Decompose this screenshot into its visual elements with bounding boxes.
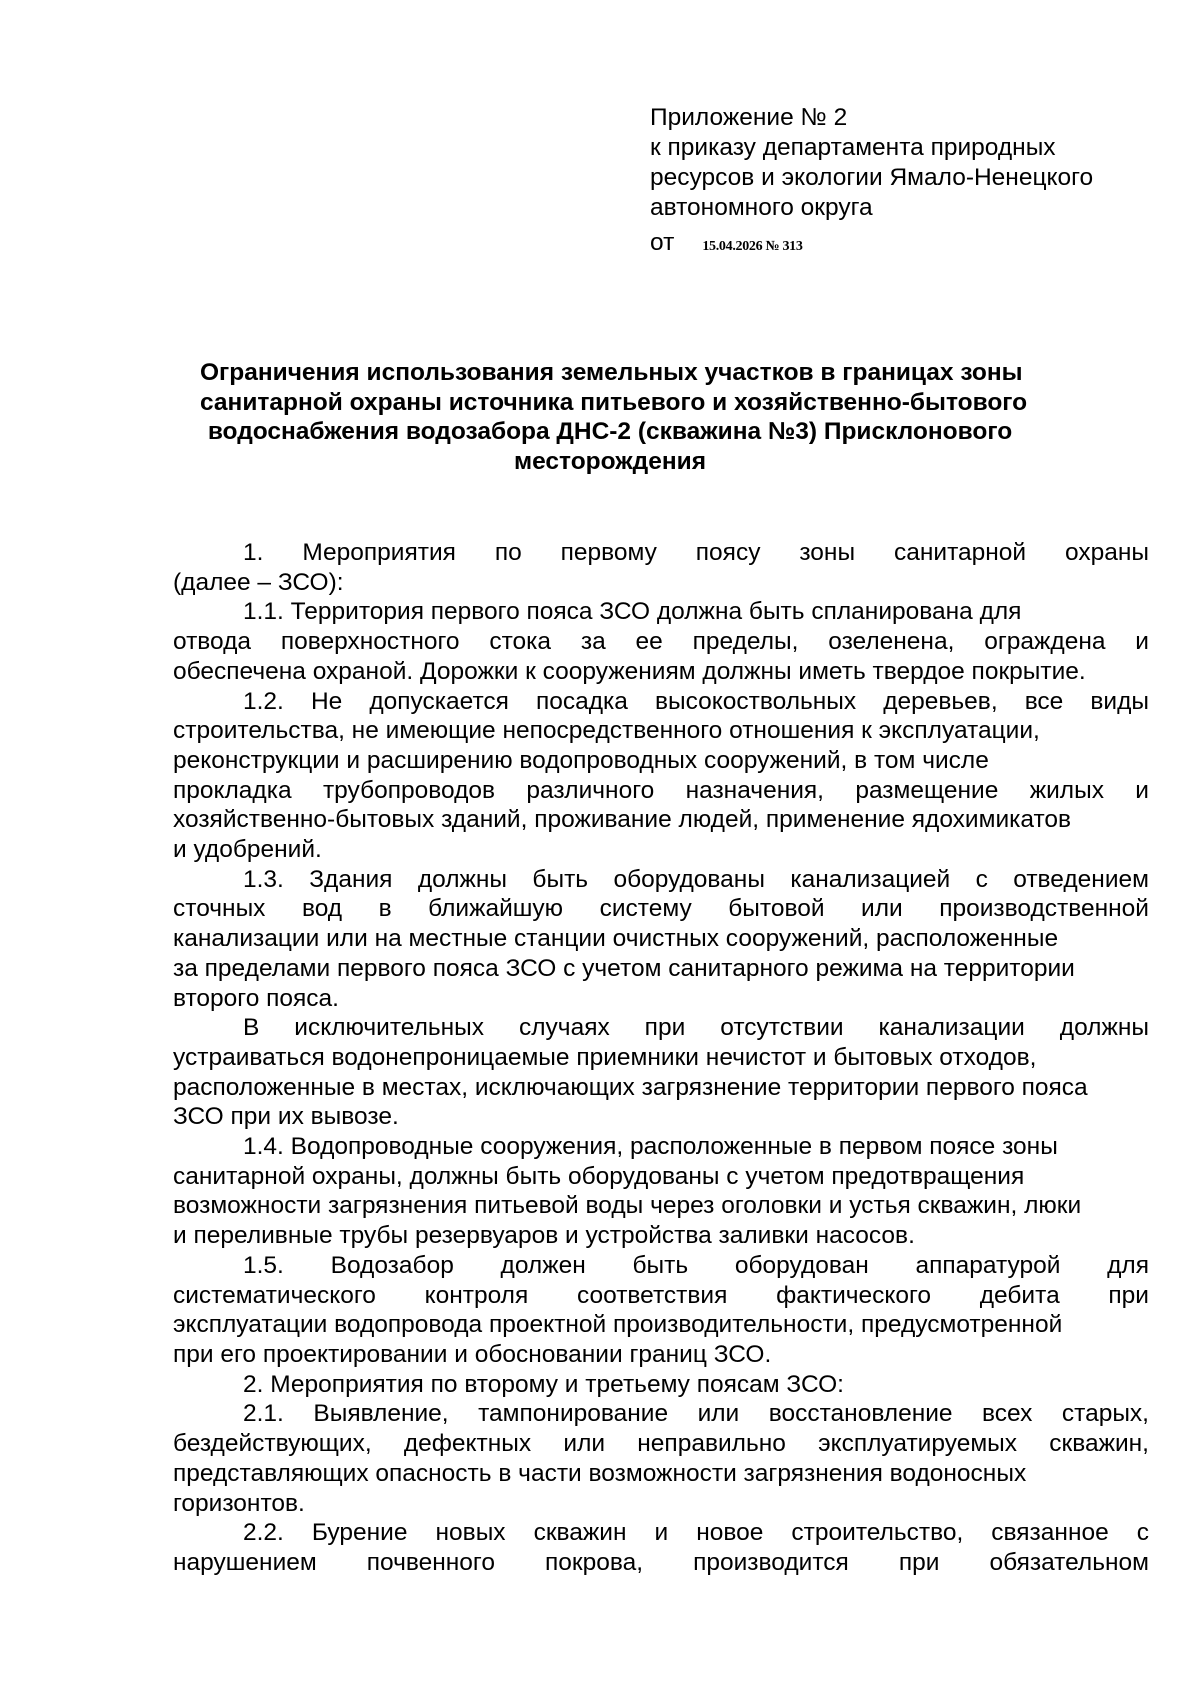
- body-line: систематического контроля соответствия фактического дебита при: [173, 1281, 1149, 1309]
- body-line: 1.3. Здания должны быть оборудованы канализацией с отведением: [243, 865, 1149, 893]
- body-line: В исключительных случаях при отсутствии канализации должны: [243, 1014, 1149, 1042]
- document-body: [173, 538, 1149, 1578]
- body-line: 1. Мероприятия по первому поясу зоны санитарной охраны: [243, 539, 1149, 566]
- attachment-ot-label: от: [650, 229, 675, 256]
- attachment-department-line: ресурсов и экологии Ямало-Ненецкого: [650, 164, 1094, 191]
- body-line: санитарной охраны, должны быть оборудованы с учетом предотвращения: [173, 1162, 1025, 1190]
- attachment-order-line: к приказу департамента природных: [650, 134, 1056, 161]
- body-line: бездействующих, дефектных или неправильно эксплуатируемых скважин,: [173, 1430, 1149, 1458]
- body-line: и переливные трубы резервуаров и устройства заливки насосов.: [173, 1222, 915, 1250]
- body-line: представляющих опасность в части возможности загрязнения водоносных: [173, 1459, 1027, 1487]
- body-line: устраиваться водонепроницаемые приемники нечистот и бытовых отходов,: [173, 1043, 1037, 1071]
- body-line: горизонтов.: [173, 1489, 305, 1517]
- body-line: прокладка трубопроводов различного назначения, размещение жилых и: [173, 776, 1149, 804]
- body-line: 1.2. Не допускается посадка высокоствольных деревьев, все виды: [243, 687, 1149, 715]
- body-line: возможности загрязнения питьевой воды через оголовки и устья скважин, люки: [173, 1192, 1082, 1220]
- body-line: нарушением почвенного покрова, производится при обязательном: [173, 1548, 1149, 1576]
- body-line: реконструкции и расширению водопроводных сооружений, в том числе: [173, 746, 989, 774]
- body-line: хозяйственно-бытовых зданий, проживание людей, применение ядохимикатов: [173, 806, 1072, 834]
- attachment-district-line: автономного округа: [650, 194, 873, 221]
- body-line: за пределами первого пояса ЗСО с учетом санитарного режима на территории: [173, 954, 1075, 982]
- body-line: канализации или на местные станции очистных сооружений, расположенные: [173, 925, 1059, 953]
- body-line: строительства, не имеющие непосредственного отношения к эксплуатации,: [173, 717, 1040, 745]
- body-line: при его проектировании и обосновании границ ЗСО.: [173, 1340, 772, 1368]
- attachment-date-number: 15.04.2026 № 313: [702, 239, 803, 254]
- body-line: (далее – ЗСО):: [173, 568, 344, 596]
- title-line-1: Ограничения использования земельных участков в границах зоны: [200, 359, 1023, 386]
- body-line: эксплуатации водопровода проектной производительности, предусмотренной: [173, 1311, 1063, 1339]
- body-line: расположенные в местах, исключающих загрязнение территории первого пояса: [173, 1073, 1088, 1101]
- body-line: 1.5. Водозабор должен быть оборудован аппаратурой для: [243, 1251, 1149, 1279]
- body-line: сточных вод в ближайшую систему бытовой или производственной: [173, 895, 1149, 923]
- body-line: 2.1. Выявление, тампонирование или восстановление всех старых,: [243, 1400, 1149, 1428]
- body-line: и удобрений.: [173, 836, 322, 864]
- attachment-date-line: [650, 228, 1170, 262]
- body-line: второго пояса.: [173, 984, 339, 1012]
- body-line: 2.2. Бурение новых скважин и новое строительство, связанное с: [243, 1519, 1149, 1547]
- title-line-4: месторождения: [513, 447, 706, 475]
- title-line-2: санитарной охраны источника питьевого и хозяйственно-бытового: [200, 388, 1028, 416]
- title-line-3: водоснабжения водозабора ДНС-2 (скважина №3) Присклонового: [207, 418, 1013, 445]
- body-line: отвода поверхностного стока за ее пределы, озеленена, ограждена и: [173, 628, 1149, 656]
- body-line: обеспечена охраной. Дорожки к сооружениям должны иметь твердое покрытие.: [173, 657, 1086, 685]
- document-title: [200, 358, 1028, 476]
- body-line: 1.1. Территория первого пояса ЗСО должна быть спланирована для: [243, 598, 1022, 626]
- attachment-header: [650, 103, 1170, 262]
- body-line: 1.4. Водопроводные сооружения, расположенные в первом поясе зоны: [243, 1133, 1058, 1161]
- body-line: ЗСО при их вывозе.: [173, 1103, 399, 1131]
- attachment-number: Приложение № 2: [650, 104, 848, 131]
- body-line: 2. Мероприятия по второму и третьему поясам ЗСО:: [243, 1370, 844, 1398]
